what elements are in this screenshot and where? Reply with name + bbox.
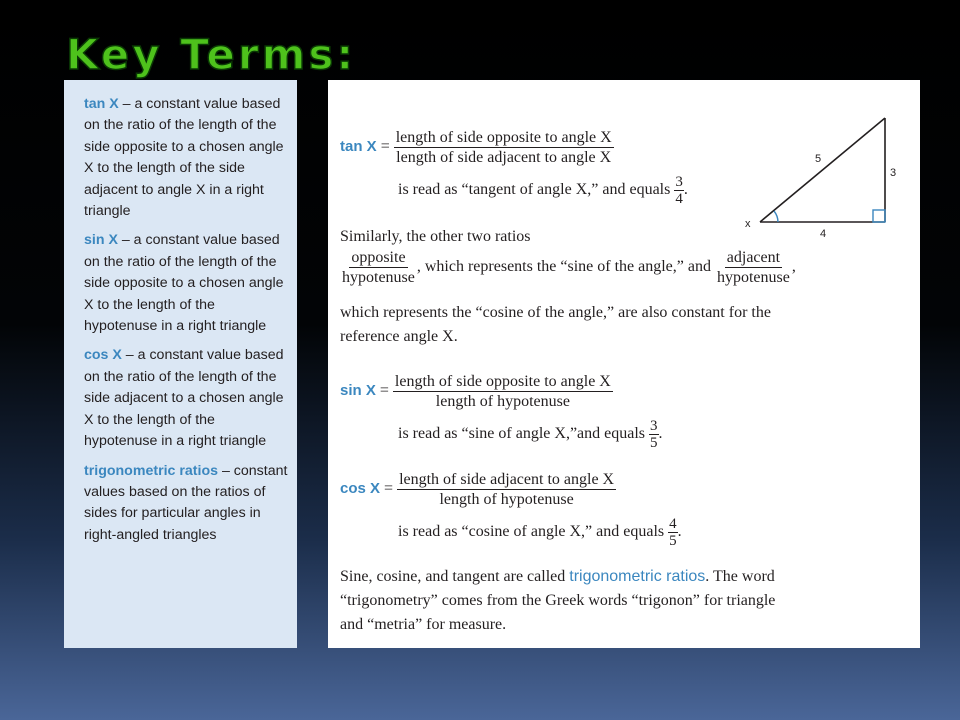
key-terms-sidebar	[64, 80, 297, 648]
opposite-label: 3	[890, 167, 897, 179]
adjacent-label: 4	[820, 228, 827, 240]
closing-before: Sine, cosine, and tangent are called	[340, 568, 570, 585]
closing-line2: “trigonometry” comes from the Greek words “trigonon” for triangle	[340, 592, 776, 609]
cos-value-den: 5	[669, 533, 677, 549]
term-name: cos X	[84, 347, 122, 364]
tan-read	[398, 174, 688, 207]
cos-fraction	[397, 470, 616, 509]
period: .	[658, 425, 663, 443]
cos-read-text: is read as “cosine of angle X,” and equals	[398, 523, 665, 541]
hypotenuse-label: 5	[815, 153, 822, 165]
sin-read	[398, 418, 663, 451]
similar-line3: which represents the “cosine of the angle,” are also constant for the	[340, 304, 771, 321]
equals-sign: =	[379, 382, 389, 400]
main-panel	[328, 80, 920, 648]
term-desc: – constant values based on the ratios of sides for particular angles in right-angled triangles	[84, 462, 288, 543]
sin-value-den: 5	[650, 435, 658, 451]
opposite-hypotenuse-fraction	[340, 248, 417, 287]
term-desc: – a constant value based on the ratio of the length of the side adjacent to a chosen angle X to the length of the hypotenuse in a right triangle	[84, 347, 284, 450]
tan-value-num: 3	[675, 174, 683, 190]
hypotenuse-side	[760, 118, 885, 222]
term-sin	[84, 230, 291, 337]
similar-line1: Similarly, the other two ratios	[340, 228, 531, 245]
tan-value-den: 4	[675, 191, 683, 207]
angle-x-arc	[774, 211, 778, 222]
sin-read-text: is read as “sine of angle X,”and equals	[398, 425, 646, 443]
term-trig-ratios	[84, 461, 291, 547]
period: .	[683, 181, 688, 199]
equals-sign: =	[380, 138, 390, 156]
cos-numerator: length of side adjacent to angle X	[399, 471, 615, 488]
tan-read-text: is read as “tangent of angle X,” and equals	[398, 181, 671, 199]
cos-value-num: 4	[669, 516, 677, 532]
sin-label: sin X	[340, 382, 376, 400]
sin-fraction	[393, 372, 613, 411]
cos-value	[668, 516, 678, 549]
frac-num: adjacent	[726, 249, 781, 266]
closing-line1	[340, 568, 775, 586]
cos-label: cos X	[340, 480, 381, 498]
sin-numerator: length of side opposite to angle X	[394, 373, 611, 390]
closing-after: . The word	[705, 568, 775, 585]
frac-num: opposite	[351, 249, 406, 266]
tan-value	[674, 174, 684, 207]
sin-value-num: 3	[650, 418, 658, 434]
tan-fraction	[394, 128, 614, 167]
sin-denominator: length of hypotenuse	[435, 393, 570, 410]
cos-equation	[340, 470, 616, 509]
sin-value	[649, 418, 659, 451]
adjacent-hypotenuse-fraction	[715, 248, 792, 287]
similar-line4: reference angle X.	[340, 328, 458, 345]
comma: ,	[791, 258, 796, 276]
equals-sign: =	[384, 480, 394, 498]
cos-denominator: length of hypotenuse	[439, 491, 574, 508]
vertex-x-label: x	[745, 218, 751, 230]
term-cos	[84, 345, 291, 452]
term-tan	[84, 94, 291, 222]
closing-term: trigonometric ratios	[569, 568, 706, 585]
frac-den: hypotenuse	[716, 269, 790, 286]
right-angle-marker	[873, 210, 885, 222]
closing-line3: and “metria” for measure.	[340, 616, 507, 633]
tan-equation	[340, 128, 614, 167]
cos-read	[398, 516, 682, 549]
sin-equation	[340, 372, 613, 411]
comma: ,	[416, 258, 421, 276]
right-triangle-diagram	[738, 110, 910, 240]
tan-numerator: length of side opposite to angle X	[395, 129, 612, 146]
term-desc: – a constant value based on the ratio of the length of the side opposite to a chosen angle X to the length of the side adjacent to angle X in a right triangle	[84, 96, 284, 220]
similar-middle: which represents the “sine of the angle,” and	[424, 258, 711, 276]
tan-denominator: length of side adjacent to angle X	[396, 149, 612, 166]
term-desc: – a constant value based on the ratio of the length of the side opposite to a chosen angle X to the length of the hypotenuse in a right triangle	[84, 232, 284, 335]
frac-den: hypotenuse	[342, 269, 415, 286]
tan-label: tan X	[340, 138, 377, 156]
period: .	[677, 523, 682, 541]
slide-title: Key Terms:	[66, 30, 357, 79]
term-name: trigonometric ratios	[84, 462, 219, 479]
similar-line2	[340, 248, 796, 287]
term-name: sin X	[84, 232, 118, 249]
term-name: tan X	[84, 96, 119, 112]
